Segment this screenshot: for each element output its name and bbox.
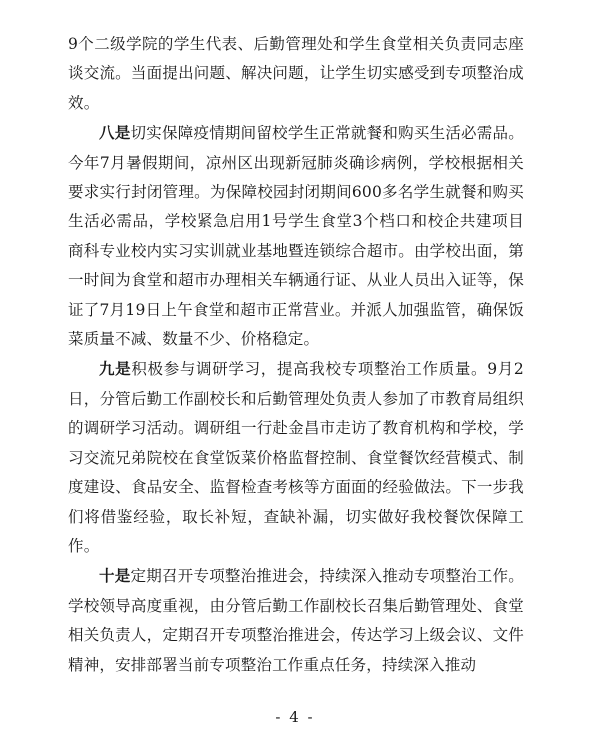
paragraph-item-ten: [68, 561, 524, 680]
paragraph-text: 积极参与调研学习，提高我校专项整治工作质量。9月2日，分管后勤工作副校长和后勤管理处负责人参加了市教育局组织的调研学习活动。调研组一行赴金昌市走访了教育机构和学校，学习交流兄弟院校在食堂饭菜价格监督控制、食堂餐饮经营模式、制度建设、食品安全、监督检查考核等方面面的经验做法。下一步我们将借鉴经验，取长补短，查缺补漏，切实做好我校餐饮保障工作。: [68, 360, 524, 555]
paragraph-text: 切实保障疫情期间留校学生正常就餐和购买生活必需品。今年7月暑假期间，凉州区出现新冠肺炎确诊病例，学校根据相关要求实行封闭管理。为保障校园封闭期间600多名学生就餐和购买生活必需品，学校紧急启用1号学生食堂3个档口和校企共建项目商科专业校内实习实训就业基地暨连锁综合超市。由学校出面，第一时间为食堂和超市办理相关车辆通行证、从业人员出入证等，保证了7月19日上午食堂和超市正常营业。并派人加强监管，确保饭菜质量不减、数量不少、价格稳定。: [68, 124, 524, 349]
document-body: [68, 30, 524, 680]
paragraph-lead: 九是: [99, 359, 132, 379]
paragraph-text: 9个二级学院的学生代表、后勤管理处和学生食堂相关负责同志座谈交流。当面提出问题、解决问题，让学生切实感受到专项整治成效。: [68, 35, 524, 112]
paragraph-item-nine: [68, 354, 524, 561]
paragraph-continuation: [68, 30, 524, 118]
paragraph-lead: 八是: [99, 123, 131, 143]
paragraph-item-eight: [68, 118, 524, 354]
paragraph-lead: 十是: [99, 566, 131, 586]
page-number: - 4 -: [275, 708, 315, 726]
paragraph-text: 定期召开专项整治推进会，持续深入推动专项整治工作。学校领导高度重视，由分管后勤工作副校长召集后勤管理处、食堂相关负责人，定期召开专项整治推进会，传达学习上级会议、文件精神，安排部署当前专项整治工作重点任务，持续深入推动: [68, 567, 524, 674]
